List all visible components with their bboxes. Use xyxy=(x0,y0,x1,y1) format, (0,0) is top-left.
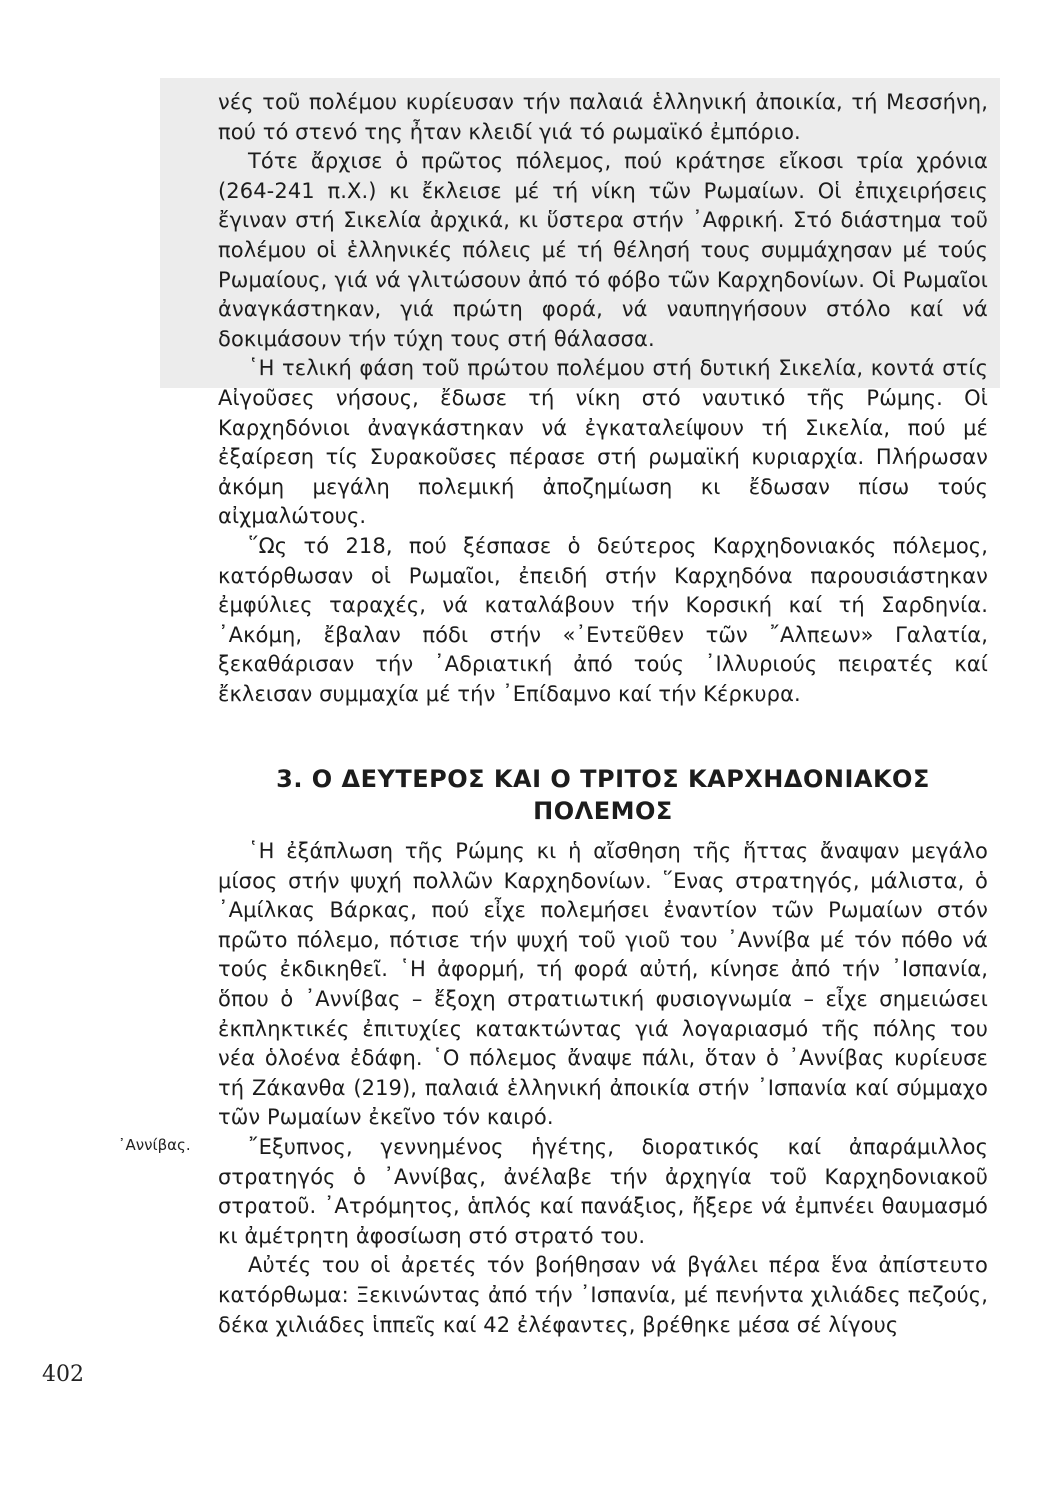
section-text-column xyxy=(218,763,988,1340)
page-number: 402 xyxy=(42,1362,84,1387)
paragraph-continuation: νές τοῦ πολέμου κυρίευσαν τήν παλαιά ἑλληνική ἀποικία, τή Μεσσήνη, πού τό στενό της ἦταν κλειδί γιά τό ρωμαϊκό ἐμπόριο. xyxy=(218,90,988,144)
section-heading-line2: ΠΟΛΕΜΟΣ xyxy=(533,797,673,825)
margin-note: ᾿Αννίβας. xyxy=(118,1136,191,1154)
paragraph-expansion: ῾Η ἐξάπλωση τῆς Ρώμης κι ἡ αἴσθηση τῆς ἥττας ἄναψαν μεγάλο μίσος στήν ψυχή πολλῶν Καρχηδονίων. ῞Ενας στρατηγός, μάλιστα, ὁ ᾿Αμίλκας Βάρκας, πού εἶχε πολεμήσει ἐναντίον τῶν Ρωμαίων στόν πρῶτο πόλεμο, πότισε τήν ψυχή τοῦ γιοῦ του ᾿Αννίβα μέ τόν πόθο νά τούς ἐκδικηθεῖ. ῾Η ἀφορμή, τή φορά αὐτή, κίνησε ἀπό τήν ᾿Ισπανία, ὅπου ὁ ᾿Αννίβας – ἔξοχη στρατιωτική φυσιογνωμία – εἶχε σημειώσει ἐκπληκτικές ἐπιτυχίες κατακτώντας γιά λογαριασμό τῆς πόλης του νέα ὁλοένα ἐδάφη. ῾Ο πόλεμος ἄναψε πάλι, ὅταν ὁ ᾿Αννίβας κυρίευσε τή Ζάκανθα (219), παλαιά ἑλληνική ἀποικία στήν ᾿Ισπανία καί σύμμαχο τῶν Ρωμαίων ἐκεῖνο τόν καιρό. xyxy=(218,839,988,1130)
paragraph-first-war: Τότε ἄρχισε ὁ πρῶτος πόλεμος, πού κράτησε εἴκοσι τρία χρόνια (264-241 π.Χ.) κι ἔκλεισε μέ τή νίκη τῶν Ρωμαίων. Οἱ ἐπιχειρήσεις ἔγιναν στή Σικελία ἀρχικά, κι ὕστερα στήν ᾿Αφρική. Στό διάστημα τοῦ πολέμου οἱ ἑλληνικές πόλεις μέ τή θέλησή τους συμμάχησαν μέ τούς Ρωμαίους, γιά νά γλιτώσουν ἀπό τό φόβο τῶν Καρχηδονίων. Οἱ Ρωμαῖοι ἀναγκάστηκαν, γιά πρώτη φορά, νά ναυπηγήσουν στόλο καί νά δοκιμάσουν τήν τύχη τους στή θάλασσα. xyxy=(218,149,988,351)
section-heading xyxy=(218,763,988,827)
paragraph-virtues: Αὐτές του οἱ ἀρετές τόν βοήθησαν νά βγάλει πέρα ἕνα ἀπίστευτο κατόρθωμα: Ξεκινώντας ἀπό τήν ᾿Ισπανία, μέ πενήντα χιλιάδες πεζούς, δέκα χιλιάδες ἱππεῖς καί 42 ἐλέφαντες, βρέθηκε μέσα σέ λίγους xyxy=(218,1253,988,1337)
paragraph-hannibal: ῎Εξυπνος, γεννημένος ἡγέτης, διορατικός καί ἀπαράμιλλος στρατηγός ὁ ᾿Αννίβας, ἀνέλαβε τήν ἀρχηγία τοῦ Καρχηδονιακοῦ στρατοῦ. ᾿Ατρόμητος, ἁπλός καί πανάξιος, ἤξερε νά ἐμπνέει θαυμασμό κι ἀμέτρητη ἀφοσίωση στό στρατό του. xyxy=(218,1134,988,1248)
paragraph-final-phase: ῾Η τελική φάση τοῦ πρώτου πολέμου στή δυτική Σικελία, κοντά στίς Αἰγοῦσες νήσους, ἔδωσε τή νίκη στό ναυτικό τῆς Ρώμης. Οἱ Καρχηδόνιοι ἀναγκάστηκαν νά ἐγκαταλείψουν τή Σικελία, πού μέ ἐξαίρεση τίς Συρακοῦσες πέρασε στή ρωμαϊκή κυριαρχία. Πλήρωσαν ἀκόμη μεγάλη πολεμική ἀποζημίωση κι ἔδωσαν πίσω τούς αἰχμαλώτους. xyxy=(218,356,988,529)
section-heading-line1: 3. Ο ΔΕΥΤΕΡΟΣ ΚΑΙ Ο ΤΡΙΤΟΣ ΚΑΡΧΗΔΟΝΙΑΚΟΣ xyxy=(276,765,930,793)
top-text-column xyxy=(218,88,988,709)
paragraph-until-218: ῞Ως τό 218, πού ξέσπασε ὁ δεύτερος Καρχηδονιακός πόλεμος, κατόρθωσαν οἱ Ρωμαῖοι, ἐπειδή στήν Καρχηδόνα παρουσιάστηκαν ἐμφύλιες ταραχές, νά καταλάβουν τήν Κορσική καί τή Σαρδηνία. ᾿Ακόμη, ἔβαλαν πόδι στήν «᾿Εντεῦθεν τῶν ῎Αλπεων» Γαλατία, ξεκαθάρισαν τήν ᾿Αδριατική ἀπό τούς ᾿Ιλλυριούς πειρατές καί ἔκλεισαν συμμαχία μέ τήν ᾿Επίδαμνο καί τήν Κέρκυρα. xyxy=(218,533,988,706)
